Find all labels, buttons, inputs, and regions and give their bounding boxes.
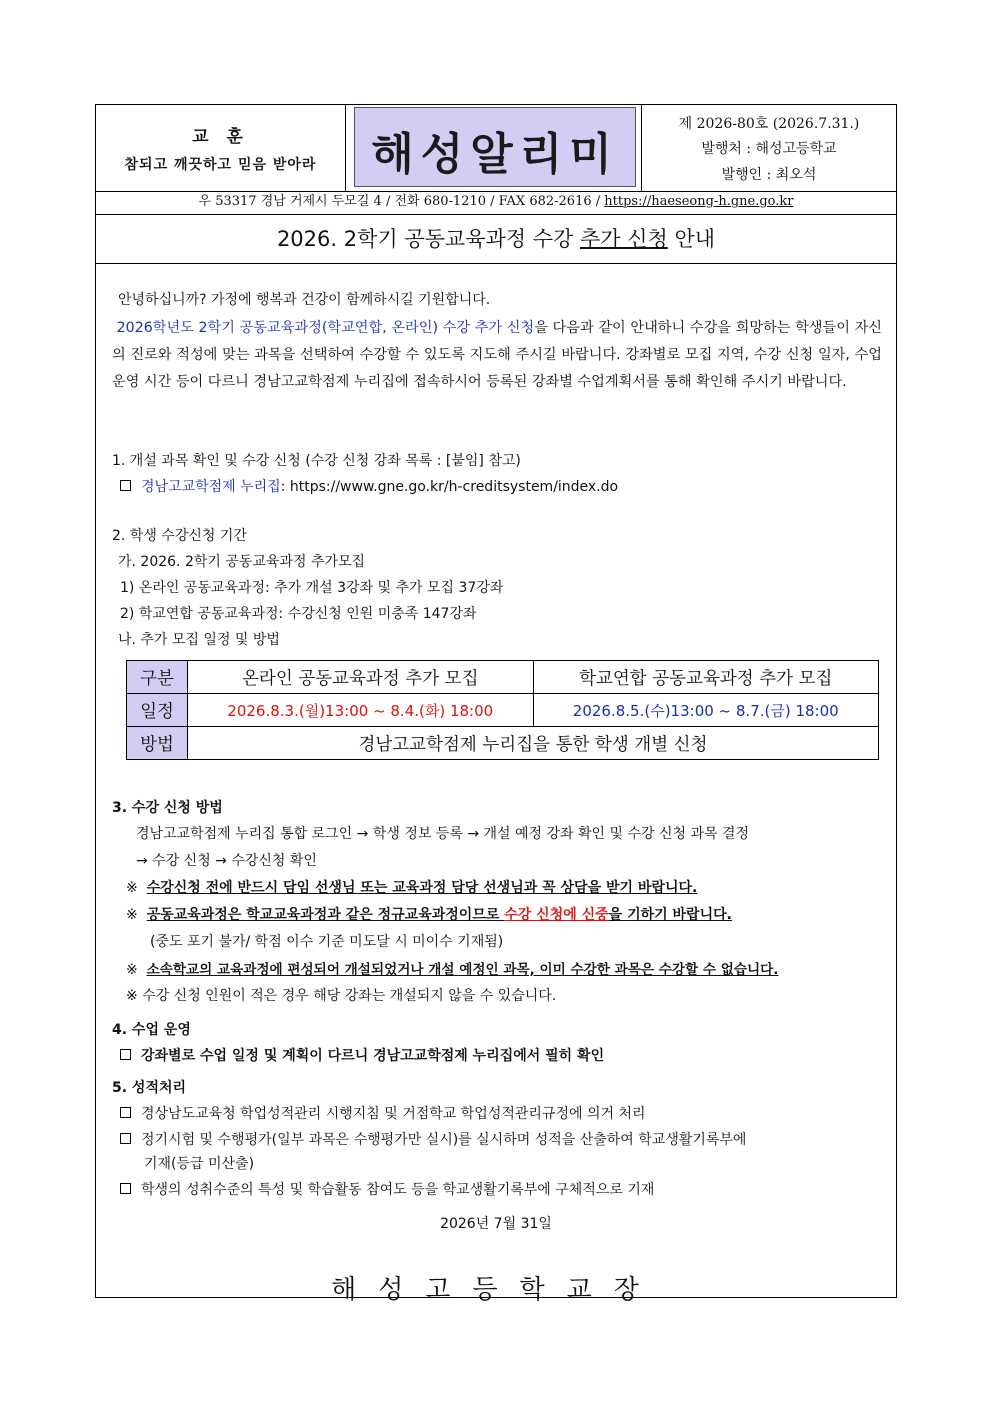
greeting: 안녕하십니까? 가정에 행복과 건강이 함께하시길 기원합니다. — [118, 292, 491, 308]
checkbox-icon — [120, 1049, 131, 1060]
date-online: 2026.8.3.(월)13:00 ~ 8.4.(화) 18:00 — [188, 694, 534, 727]
section-2-heading: 2. 학생 수강신청 기간 — [112, 528, 247, 544]
title-pre: 2026. 2학기 공동교육과정 수강 — [276, 227, 580, 251]
table-row — [127, 661, 879, 694]
note-3-text: 소속학교의 교육과정에 편성되어 개설되었거나 개설 예정인 과목, 이미 수강한 과목은 수강할 수 없습니다. — [146, 962, 779, 978]
checkbox-icon — [120, 480, 131, 491]
newsletter-title: 해성알리미 — [371, 129, 619, 180]
principal-signature: 해성고등학교장 — [331, 1275, 661, 1305]
section-5-item-3 — [120, 1179, 654, 1199]
note-2a: 공동교육과정은 학교교육과정과 같은 정규교육과정이므로 — [146, 907, 505, 923]
section-5-text-2: 정기시험 및 수행평가(일부 과목은 수행평가만 실시)를 실시하며 성적을 산출하여 학교생활기록부에 — [141, 1132, 747, 1148]
section-5-item-2 — [120, 1129, 746, 1149]
section-5-text-3: 학생의 성취수준의 특성 및 학습활동 참여도 등을 학교생활기록부에 구체적으로 기재 — [141, 1182, 655, 1198]
reference-mark-icon: ※ — [126, 988, 138, 1004]
section-4-text: 강좌별로 수업 일정 및 계획이 다르니 경남고교학점제 누리집에서 필히 확인 — [141, 1048, 605, 1064]
issue-number: 제 2026-80호 (2026.7.31.) — [678, 116, 860, 132]
checkbox-icon — [120, 1183, 131, 1194]
creditsystem-link-item — [120, 476, 618, 496]
note-2c: 을 기하기 바랍니다. — [608, 907, 732, 923]
section-1-heading: 1. 개설 과목 확인 및 수강 신청 (수강 신청 강좌 목록 : [붙임] 참고) — [112, 453, 521, 469]
section-5-item-2b: 기재(등급 미산출) — [144, 1156, 255, 1172]
flow-line-2: → 수강 신청 → 수강신청 확인 — [136, 853, 317, 869]
checkbox-icon — [120, 1133, 131, 1144]
page-title — [96, 223, 896, 253]
table-row — [127, 694, 879, 727]
section-5-heading: 5. 성적처리 — [112, 1080, 187, 1096]
address-text: 우 53317 경남 거제시 두모길 4 / 전화 680-1210 / FAX 682-2616 / — [198, 194, 605, 209]
reference-mark-icon: ※ — [126, 907, 138, 923]
issuer: 발행인 : 최오석 — [721, 167, 817, 183]
intro-paragraph — [112, 315, 882, 396]
section-5-item-1 — [120, 1103, 646, 1123]
section-4-item — [120, 1045, 604, 1065]
note-1 — [126, 877, 697, 897]
publisher: 발행처 : 해성고등학교 — [701, 141, 837, 157]
header-method: 방법 — [127, 727, 188, 760]
header — [96, 105, 896, 192]
link-url[interactable]: : https://www.gne.go.kr/h-creditsystem/index.do — [280, 479, 619, 495]
reference-mark-icon: ※ — [126, 880, 138, 896]
note-2-sub: (중도 포기 불가/ 학점 이수 기준 미도달 시 미이수 기재됨) — [150, 934, 504, 950]
table-row — [127, 727, 879, 760]
note-4-text: 수강 신청 인원이 적은 경우 해당 강좌는 개설되지 않을 수 있습니다. — [142, 988, 557, 1004]
title-divider — [96, 263, 896, 264]
section-4-heading: 4. 수업 운영 — [112, 1022, 191, 1038]
col-online: 온라인 공동교육과정 추가 모집 — [188, 661, 534, 694]
newsletter-banner — [354, 107, 636, 187]
school-motto — [96, 105, 346, 191]
reference-mark-icon: ※ — [126, 962, 138, 978]
note-3 — [126, 958, 778, 978]
issue-info — [641, 105, 896, 191]
motto-text: 참되고 깨끗하고 믿음 받아라 — [124, 157, 317, 173]
intro-body: 을 다음과 같이 안내하니 수강을 희망하는 학생들이 자신의 진로와 적성에 맞는 과목을 선택하여 수강할 수 있도록 지도해 주시길 바랍니다. 강좌별로 모집 지역, 수강 신청 일자, 수업 운영 시간 등이 다르니 경남고교학점제 누리집에 접속하시어 등록된 강좌별 수업계획서를 통해 확인해 주시기 바랍니다. — [112, 320, 882, 390]
section-2a1: 1) 온라인 공동교육과정: 추가 개설 3강좌 및 추가 모집 37강좌 — [120, 580, 504, 596]
date-school: 2026.8.5.(수)13:00 ~ 8.7.(금) 18:00 — [533, 694, 879, 727]
section-2b: 나. 추가 모집 일정 및 방법 — [118, 632, 280, 648]
title-post: 안내 — [667, 227, 716, 251]
header-type: 구분 — [127, 661, 188, 694]
intro-highlight: 2026학년도 2학기 공동교육과정(학교연합, 온라인) 수강 추가 신청 — [116, 320, 535, 336]
document-frame — [95, 104, 897, 1305]
schedule-table — [126, 660, 879, 760]
section-3-heading: 3. 수강 신청 방법 — [112, 800, 223, 816]
note-2 — [126, 904, 732, 924]
note-4 — [126, 985, 556, 1005]
address-bar — [96, 191, 896, 215]
header-date: 일정 — [127, 694, 188, 727]
motto-label: 교 훈 — [192, 127, 249, 147]
method: 경남고교학점제 누리집을 통한 학생 개별 신청 — [188, 727, 879, 760]
note-2b: 수강 신청에 신중 — [504, 907, 609, 923]
note-1-text: 수강신청 전에 반드시 담임 선생님 또는 교육과정 담당 선생님과 꼭 상담을 받기 바랍니다. — [146, 880, 698, 896]
section-2a2: 2) 학교연합 공동교육과정: 수강신청 인원 미충족 147강좌 — [120, 606, 477, 622]
website-link[interactable]: https://haeseong-h.gne.go.kr — [604, 194, 794, 209]
issue-date: 2026년 7월 31일 — [440, 1216, 552, 1232]
section-5-text-1: 경상남도교육청 학업성적관리 시행지침 및 거점학교 학업성적관리규정에 의거 처리 — [141, 1106, 646, 1122]
flow-line-1: 경남고교학점제 누리집 통합 로그인 → 학생 정보 등록 → 개설 예정 강좌 확인 및 수강 신청 과목 결정 — [136, 826, 750, 842]
link-label: 경남고교학점제 누리집 — [141, 479, 281, 495]
col-school: 학교연합 공동교육과정 추가 모집 — [533, 661, 879, 694]
section-2a: 가. 2026. 2학기 공동교육과정 추가모집 — [118, 554, 366, 570]
checkbox-icon — [120, 1107, 131, 1118]
title-emphasis: 추가 신청 — [579, 227, 668, 251]
